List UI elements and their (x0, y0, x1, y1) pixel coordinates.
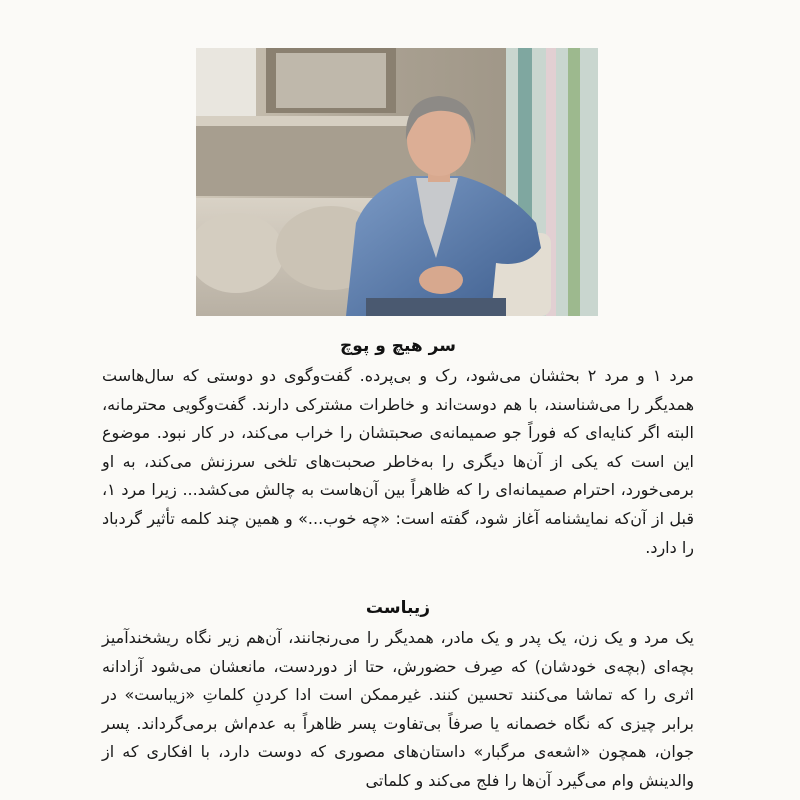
paragraph-1: مرد ۱ و مرد ۲ بحثشان می‌شود، رک و بی‌پرده. گفت‌وگوی دو دوستی که سال‌هاست همدیگر را می‌شناسند، با هم دوست‌اند و خاطرات مشترکی دارند. گفت‌وگویی محترمانه، البته اگر کنایه‌ای که فوراً جو صمیمانه‌ی صحبتشان را خراب می‌کند، در کار نبود. موضوع این است که یکی از آن‌ها دیگری را به‌خاطر صحبت‌های تلخی سرزنش می‌کند، به او برمی‌خورد، احترام صمیمانه‌ای را که ظاهراً بین آن‌هاست به چالش می‌کشد... زیرا مرد ۱، قبل از آن‌که نمایشنامه آغاز شود، گفته است: «چه خوب...» و همین چند کلمه تأثیر گردباد را دارد. (102, 366, 695, 557)
section-title-2: زیباست (365, 598, 431, 618)
section-body-2 (102, 624, 694, 796)
author-photo (196, 48, 598, 316)
section-body-1 (102, 362, 694, 562)
section-title-1: سر هیچ و پوچ (340, 336, 456, 356)
paragraph-2: یک مرد و یک زن، یک پدر و یک مادر، همدیگر را می‌رنجانند، آن‌هم زیر نگاه ریشخندآمیز بچه‌ای (بچه‌ی خودشان) که صِرف حضورش، حتا از دوردست، مانعشان می‌شود آزادانه اثری را که تماشا می‌کنند تحسین کنند. غیرممکن است ادا کردنِ کلماتِ «زیباست» در برابر چیزی که نگاه خصمانه یا صرفاً بی‌تفاوت پسر ظاهراً به عدم‌اش برمی‌گرداند. پسر جوان، همچون «اشعه‌ی مرگبار» داستان‌های مصوری که دوست دارد، با افکاری که از والدینش وام می‌گیرد آن‌ها را فلج می‌کند و کلماتی (102, 628, 694, 790)
portrait-illustration (196, 48, 598, 316)
